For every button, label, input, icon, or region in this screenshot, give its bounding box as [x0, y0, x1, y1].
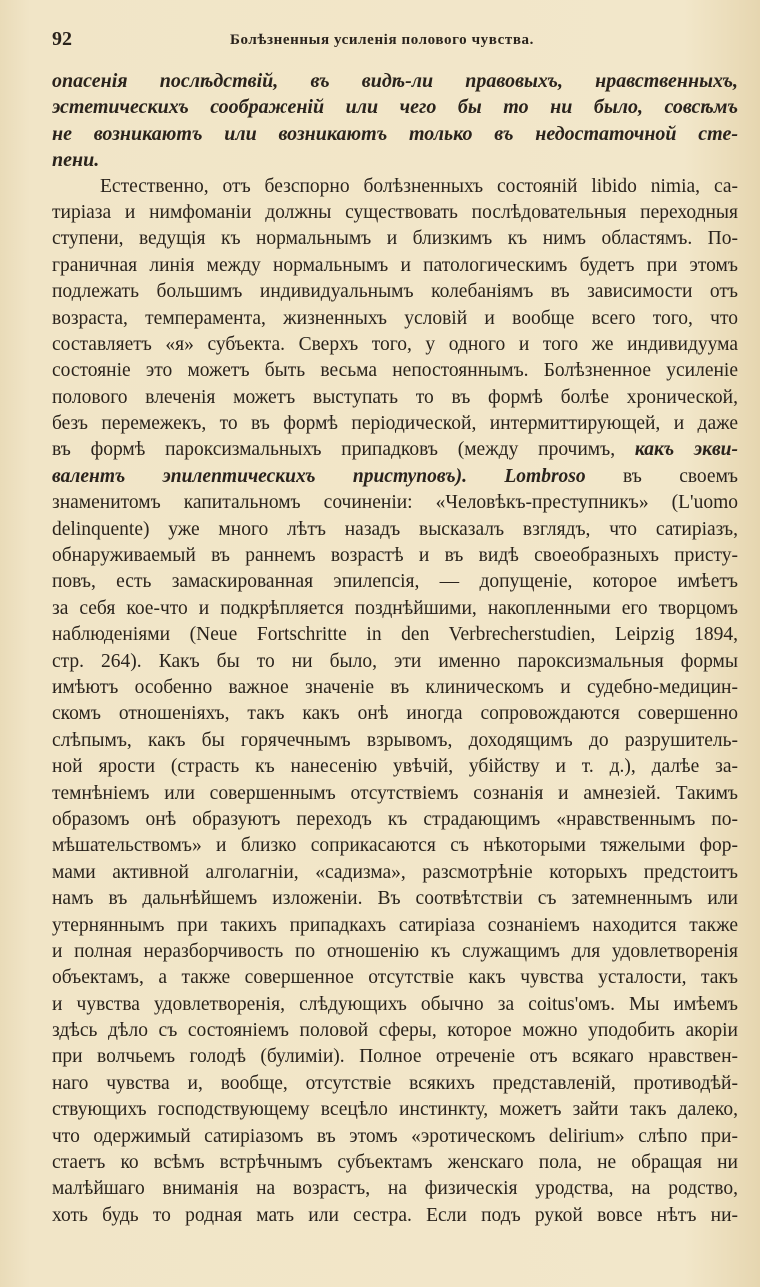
text-line: безъ перемежекъ, то въ формѣ періодической, интермиттирующей, и даже	[52, 413, 738, 435]
text-line: мами активной алголагніи, «садизма», разсмотрѣніе которыхъ предстоитъ	[52, 861, 738, 883]
text-line: Естественно, отъ безспорно болѣзненныхъ состояній libido nimia, са-	[100, 175, 738, 197]
text-line: за себя кое-что и подкрѣпляется позднѣйшими, накопленными его творцомъ	[52, 597, 738, 619]
text-line: эстетическихъ соображеній или чего бы то ни было, совсѣмъ	[52, 96, 738, 119]
running-title: Болѣзненныя усиленія полового чувства.	[230, 32, 535, 48]
text-line: наблюденіями (Neue Fortschritte in den Verbrecherstudien, Leipzig 1894,	[52, 624, 738, 646]
text-line: темнѣніемъ или совершеннымъ отсутствіемъ сознанія и амнезіей. Такимъ	[52, 782, 738, 804]
text-line: здѣсь дѣло съ состояніемъ половой сферы, которое можно уподобить акоріи	[52, 1020, 738, 1042]
italic-run: какъ экви-	[634, 439, 738, 461]
text-line: обнаруживаемый въ раннемъ возрастѣ и въ видѣ своеобразныхъ присту-	[52, 545, 738, 567]
body-text	[52, 68, 738, 1229]
text-line: ступени, ведущія къ нормальнымъ и близкимъ къ нимъ областямъ. По-	[52, 228, 738, 250]
text-line: составляетъ «я» субъекта. Сверхъ того, у одного и того же индивидуума	[52, 333, 738, 355]
text-line: полового влеченія можетъ выступать то въ формѣ болѣе хронической,	[52, 386, 738, 408]
text-line: наго чувства и, вообще, отсутствіе всякихъ представленій, противодѣй-	[52, 1072, 738, 1094]
text-line: образомъ онѣ образуютъ переходъ къ страдающимъ «нравственнымъ по-	[52, 808, 738, 830]
italic-run: валентъ эпилептическихъ приступовъ). Lombroso	[52, 465, 586, 487]
text-line: стаетъ ко всѣмъ встрѣчнымъ субъектамъ женскаго пола, не обращая ни	[52, 1152, 738, 1174]
text-line: возраста, темперамента, жизненныхъ условій и вообще всего того, что	[52, 307, 738, 329]
text-line: состояніе это можетъ быть весьма непостояннымъ. Болѣзненное усиленіе	[52, 360, 738, 382]
text-line: подлежать большимъ индивидуальнымъ колебаніямъ въ зависимости отъ	[52, 281, 738, 303]
text-line: граничная линія между нормальнымъ и патологическимъ будетъ при этомъ	[52, 254, 738, 276]
text-line: что одержимый сатиріазомъ въ этомъ «эротическомъ delirium» слѣпо при-	[52, 1125, 738, 1147]
text-line: ствующихъ господствующему всецѣло инстинкту, можетъ зайти такъ далеко,	[52, 1099, 738, 1121]
text-line: скомъ отношеніяхъ, такъ какъ онѣ иногда сопровождаются совершенно	[52, 703, 738, 725]
text-line: ной ярости (страсть къ нанесенію увѣчій, убійству и т. д.), далѣе за-	[52, 756, 738, 778]
text-line: и полная неразборчивость по отношенію къ служащимъ для удовлетворенія	[52, 940, 738, 962]
page-header	[52, 28, 732, 56]
text-line: delinquente) уже много лѣтъ назадъ высказалъ взглядъ, что сатиріазъ,	[52, 518, 738, 540]
text-line: знаменитомъ капитальномъ сочиненіи: «Человѣкъ-преступникъ» (L'uomo	[52, 492, 738, 514]
text-line: слѣпымъ, какъ бы горячечнымъ взрывомъ, доходящимъ до разрушитель-	[52, 729, 738, 751]
text-run: въ формѣ пароксизмальныхъ припадковъ (между прочимъ,	[52, 439, 635, 461]
text-line: и чувства удовлетворенія, слѣдующихъ обычно за coitus'омъ. Мы имѣемъ	[52, 993, 738, 1015]
text-line: утерняннымъ при такихъ припадкахъ сатиріаза сознаніемъ находится также	[52, 914, 738, 936]
text-line	[52, 437, 738, 463]
text-line: не возникаютъ или возникаютъ только въ недостаточной сте-	[52, 122, 738, 145]
text-line: объектамъ, а также совершенное отсутствіе какъ чувства усталости, такъ	[52, 967, 738, 989]
text-line: повъ, есть замаскированная эпилепсія, — допущеніе, которое имѣетъ	[52, 571, 738, 593]
text-run: въ своемъ	[585, 465, 738, 487]
text-line: мѣшательствомъ» и близко соприкасаются съ нѣкоторыми тяжелыми фор-	[52, 835, 738, 857]
text-line: намъ въ дальнѣйшемъ изложеніи. Въ соотвѣтствіи съ затемненнымъ или	[52, 888, 738, 910]
text-line: тиріаза и нимфоманіи должны существовать послѣдовательныя переходныя	[52, 201, 738, 223]
text-line: малѣйшаго вниманія на возрастъ, на физическія уродства, на родство,	[52, 1178, 738, 1200]
text-line: хоть будь то родная мать или сестра. Если подъ рукой вовсе нѣтъ ни-	[52, 1204, 738, 1226]
text-line	[52, 464, 738, 490]
text-line: имѣютъ особенно важное значеніе въ клиническомъ и судебно-медицин-	[52, 676, 738, 698]
text-line: пени.	[52, 149, 100, 172]
text-line: при волчьемъ голодѣ (булиміи). Полное отреченіе отъ всякаго нравствен-	[52, 1046, 738, 1068]
page-number: 92	[52, 28, 72, 50]
text-line: опасенія послѣдствій, въ видѣ-ли правовыхъ, нравственныхъ,	[52, 70, 738, 92]
text-line: стр. 264). Какъ бы то ни было, эти именно пароксизмальныя формы	[52, 650, 738, 672]
